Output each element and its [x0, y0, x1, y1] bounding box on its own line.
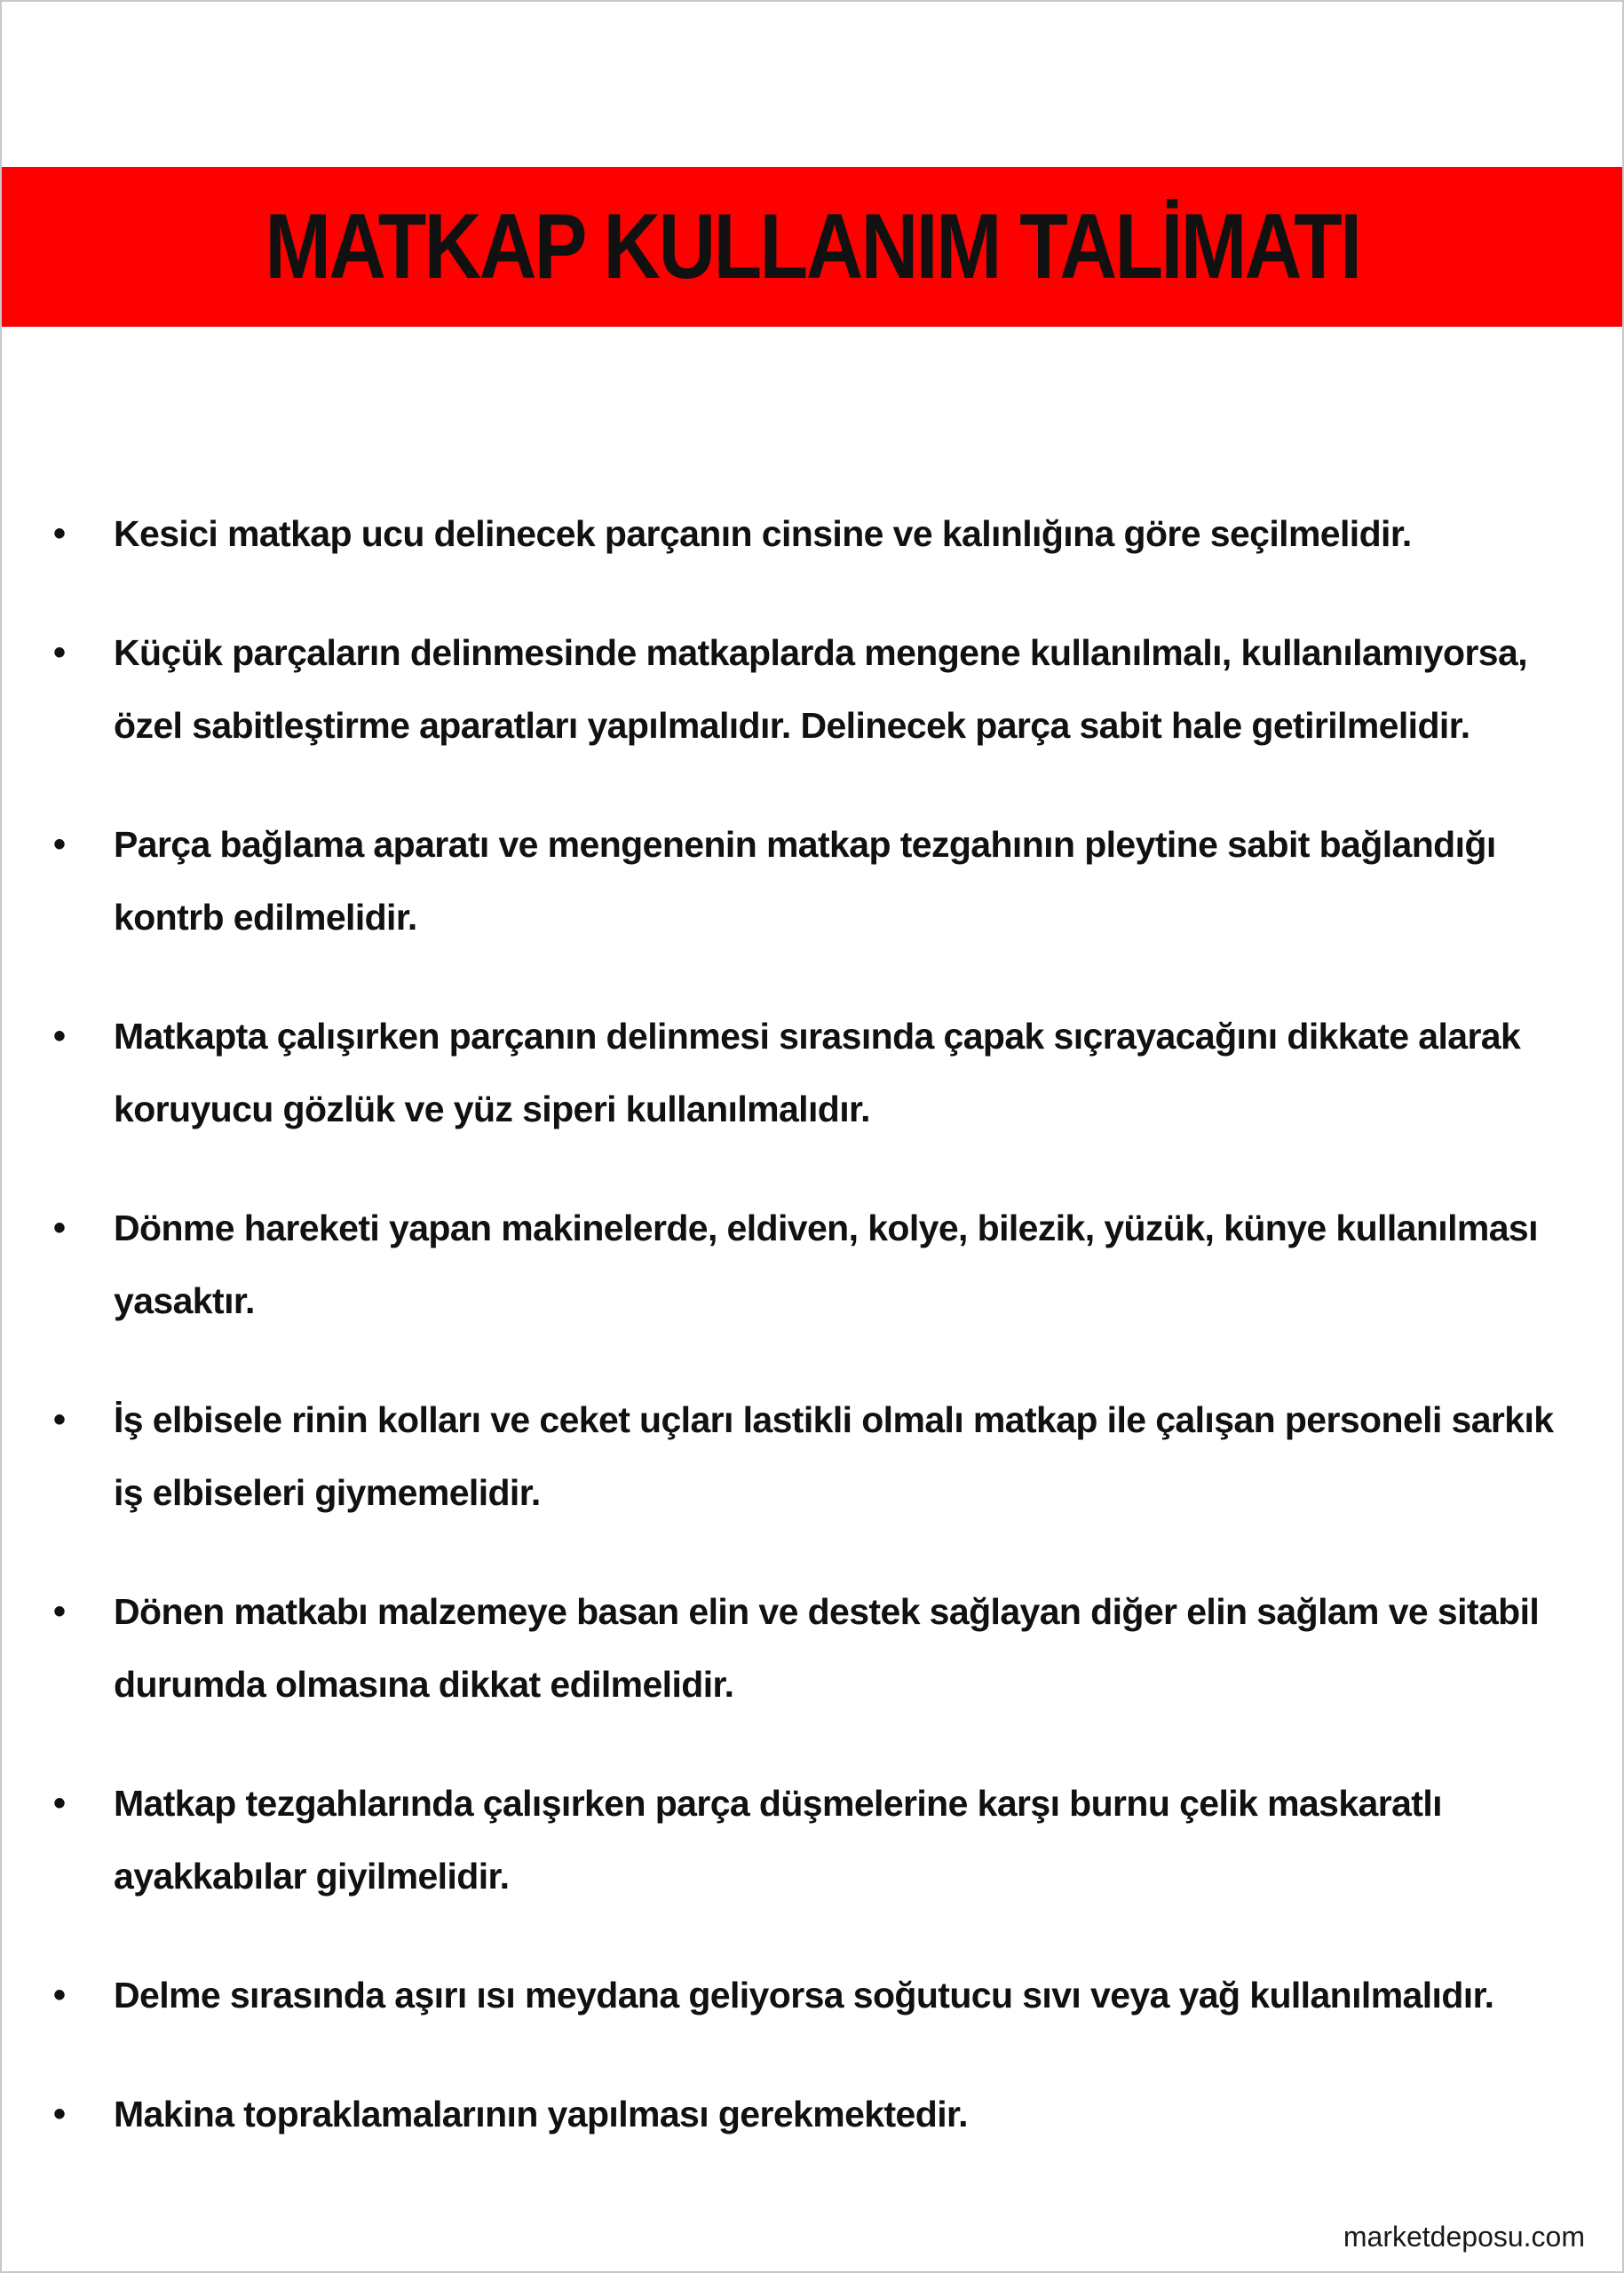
list-item: [50, 1959, 1577, 2031]
bullet-icon: •: [53, 825, 66, 864]
page-title: MATKAP KULLANIM TALİMATI: [264, 194, 1360, 298]
rule-text: Dönme hareketi yapan makinelerde, eldiven, kolye, bilezik, yüzük, künye kullanılması yasaktır.: [114, 1208, 1538, 1321]
bullet-icon: •: [53, 1400, 66, 1439]
rule-text: İş elbisele rinin kolları ve ceket uçları lastikli olmalı matkap ile çalışan personeli sarkık iş elbiseleri giymemelidir.: [114, 1399, 1554, 1513]
list-item: [50, 1383, 1577, 1529]
footer-website: marketdeposu.com: [1343, 2221, 1585, 2253]
list-item: [50, 808, 1577, 954]
list-item: [50, 1192, 1577, 1337]
list-item: [50, 616, 1577, 762]
list-item: [50, 2078, 1577, 2150]
rule-text: Dönen matkabı malzemeye basan elin ve destek sağlayan diğer elin sağlam ve sitabil durumda olmasına dikkat edilmelidir.: [114, 1591, 1540, 1705]
title-banner: [2, 167, 1622, 327]
list-item: [50, 497, 1577, 570]
rule-text: Matkapta çalışırken parçanın delinmesi sırasında çapak sıçrayacağını dikkate alarak koruyucu gözlük ve yüz siperi kullanılmalıdır.: [114, 1016, 1521, 1129]
bullet-icon: •: [53, 514, 66, 553]
bullet-icon: •: [53, 1784, 66, 1823]
bullet-icon: •: [53, 633, 66, 672]
rule-text: Kesici matkap ucu delinecek parçanın cinsine ve kalınlığına göre seçilmelidir.: [114, 513, 1412, 554]
rule-text: Makina topraklamalarının yapılması gerekmektedir.: [114, 2094, 968, 2134]
bullet-icon: •: [53, 1592, 66, 1631]
bullet-icon: •: [53, 1017, 66, 1056]
list-item: [50, 1767, 1577, 1913]
rule-text: Delme sırasında aşırı ısı meydana geliyorsa soğutucu sıvı veya yağ kullanılmalıdır.: [114, 1975, 1494, 2016]
bullet-icon: •: [53, 2095, 66, 2134]
list-item: [50, 1575, 1577, 1721]
rule-text: Parça bağlama aparatı ve mengenenin matkap tezgahının pleytine sabit bağlandığı kontrb edilmelidir.: [114, 824, 1496, 938]
rule-text: Matkap tezgahlarında çalışırken parça düşmelerine karşı burnu çelik maskaratlı ayakkabılar giyilmelidir.: [114, 1783, 1442, 1897]
list-item: [50, 1000, 1577, 1145]
rule-text: Küçük parçaların delinmesinde matkaplarda mengene kullanılmalı, kullanılamıyorsa, özel sabitleştirme aparatları yapılmalıdır. Delinecek parça sabit hale getirilmelidir.: [114, 632, 1528, 746]
rules-list: [50, 497, 1577, 2197]
bullet-icon: •: [53, 1976, 66, 2015]
bullet-icon: •: [53, 1208, 66, 1247]
